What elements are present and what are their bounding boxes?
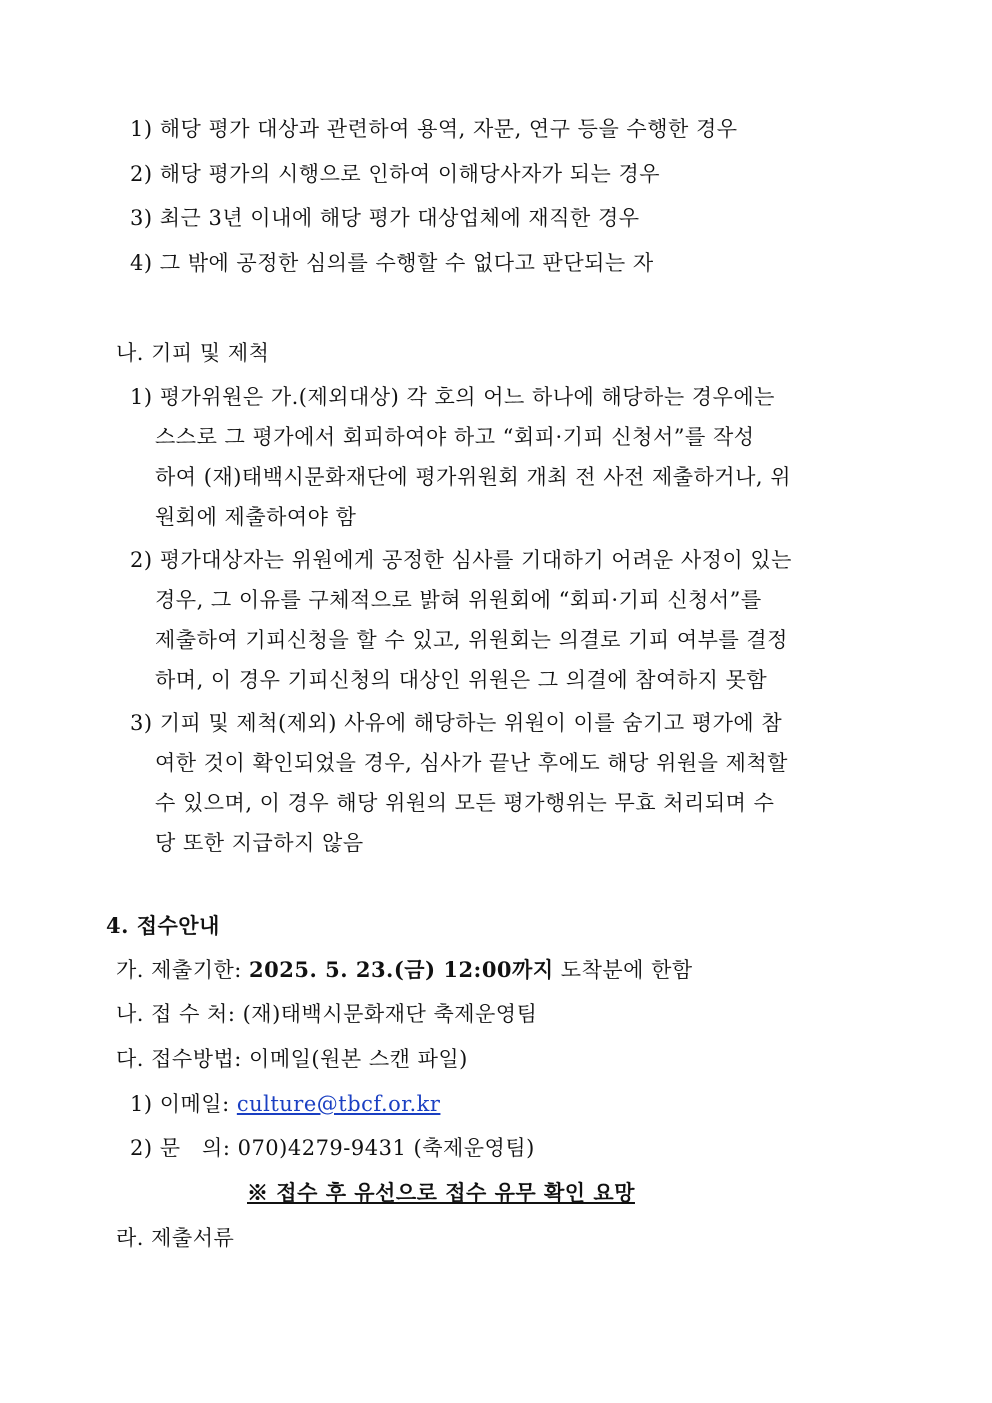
email-link[interactable]: culture@tbcf.or.kr — [236, 1092, 441, 1116]
recusal-item-3-line-1: 3) 기피 및 제척(제외) 사유에 해당하는 위원이 이를 숨기고 평가에 참 — [130, 711, 783, 735]
section-4-heading: 4. 접수안내 — [106, 913, 220, 938]
exclusion-item-3: 3) 최근 3년 이내에 해당 평가 대상업체에 재직한 경우 — [130, 206, 640, 230]
recusal-item-1-line-2: 스스로 그 평가에서 회피하여야 하고 “회피·기피 신청서”를 작성 — [155, 425, 755, 449]
recusal-item-1-line-4: 원회에 제출하여야 함 — [155, 505, 357, 529]
recusal-item-3-line-4: 당 또한 지급하지 않음 — [155, 831, 364, 855]
email-line — [130, 1091, 440, 1117]
recusal-item-3-line-3: 수 있으며, 이 경우 해당 위원의 모든 평가행위는 무효 처리되며 수 — [155, 791, 775, 815]
recusal-item-2-line-2: 경우, 그 이유를 구체적으로 밝혀 위원회에 “회피·기피 신청서”를 — [155, 588, 762, 612]
deadline-prefix: 가. 제출기한: — [116, 958, 250, 982]
recusal-item-1-line-3: 하여 (재)태백시문화재단에 평가위원회 개최 전 사전 제출하거나, 위 — [155, 465, 792, 489]
exclusion-item-4: 4) 그 밖에 공정한 심의를 수행할 수 없다고 판단되는 자 — [130, 251, 654, 275]
recusal-item-2-line-1: 2) 평가대상자는 위원에게 공정한 심사를 기대하기 어려운 사정이 있는 — [130, 548, 792, 572]
recusal-item-2-line-3: 제출하여 기피신청을 할 수 있고, 위원회는 의결로 기피 여부를 결정 — [155, 628, 788, 652]
recusal-item-2-line-4: 하며, 이 경우 기피신청의 대상인 위원은 그 의결에 참여하지 못함 — [155, 668, 768, 692]
exclusion-item-2: 2) 해당 평가의 시행으로 인하여 이해당사자가 되는 경우 — [130, 162, 661, 186]
inquiry-line: 2) 문 의: 070)4279-9431 (축제운영팀) — [130, 1136, 535, 1160]
required-documents-heading: 라. 제출서류 — [116, 1226, 235, 1250]
exclusion-item-1: 1) 해당 평가 대상과 관련하여 용역, 자문, 연구 등을 수행한 경우 — [130, 117, 738, 141]
deadline-date: 2025. 5. 23.(금) 12:00까지 — [249, 957, 554, 982]
deadline-line — [116, 957, 693, 983]
submission-place: 나. 접 수 처: (재)태백시문화재단 축제운영팀 — [116, 1002, 538, 1026]
deadline-suffix: 도착분에 한함 — [553, 958, 693, 982]
section-na-heading: 나. 기피 및 제척 — [116, 341, 270, 365]
email-label: 1) 이메일: — [130, 1092, 237, 1116]
confirmation-note: ※ 접수 후 유선으로 접수 유무 확인 요망 — [247, 1180, 635, 1205]
recusal-item-3-line-2: 여한 것이 확인되었을 경우, 심사가 끝난 후에도 해당 위원을 제척할 — [155, 751, 788, 775]
recusal-item-1-line-1: 1) 평가위원은 가.(제외대상) 각 호의 어느 하나에 해당하는 경우에는 — [130, 385, 775, 409]
submission-method: 다. 접수방법: 이메일(원본 스캔 파일) — [116, 1047, 468, 1071]
